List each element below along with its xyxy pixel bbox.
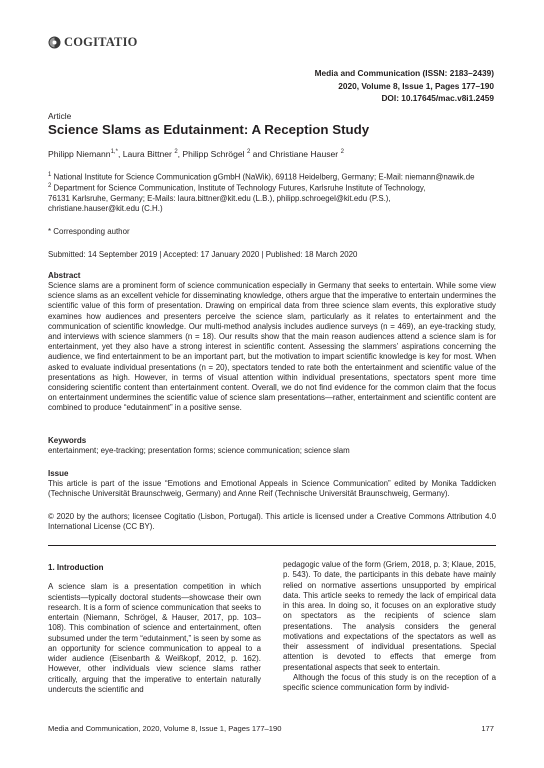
intro-paragraph-1-continued: pedagogic value of the form (Griem, 2018, p. 3; Klaue, 2015, p. 543). To date, the participants in this debate have mainly relied on normative assertions unsupported by empirical data. This article seeks to remedy the lack of empirical data in this area. In doing so, it focuses on an explorative study on spectators as the recipients of science slam presentations. The analysis considers the general motivations and expectations of the spectators as well as their assessment of individual presentations. Special attention is devoted to effects that emerge from presentational aspects that seek to entertain. xyxy=(283,560,496,672)
cogitatio-logo-icon xyxy=(48,36,61,49)
author-niemann: Philipp Niemann xyxy=(48,149,111,159)
intro-paragraph-2: Although the focus of this study is on the reception of a specific science communication form by individ- xyxy=(283,672,496,692)
footer-citation: Media and Communication, 2020, Volume 8, Issue 1, Pages 177–190 xyxy=(48,724,282,733)
issue-heading: Issue xyxy=(48,469,69,478)
keywords-text: entertainment; eye-tracking; presentation forms; science communication; science slam xyxy=(48,446,350,455)
abstract-text: Science slams are a prominent form of science communication especially in Germany that seeks to entertain. While some view science slams as an excellent vehicle for disseminating knowledge, others argue that the imperative to entertain undermines the scientific value of this form of presentation. Drawing on empirical data from three science slam events, this explorative study examines how audiences and presenters perceive the science slam, particularly as it relates to entertainment and the communication of scientific knowledge. Our multi-method analysis includes audience surveys (n = 469), an eye-tracking study, and interviews with science slammers (n = 18). Our results show that the main reason audiences attend a science slam is for entertainment, yet they also have a strong interest in scientific content. Assessing the slammers’ aspirations concerning the audience, we find entertainment to be an important part, but the motivation to impart scientific knowledge is key for most. When asked to evaluate individual presentations (n = 20), spectators tended to rate both the entertainment and scientific value of the presentations as high. However, in terms of visual attention within individual presentations, spectators spent more time considering scientific content than entertainment content. Overall, we do not find evidence for the common claim that the focus on entertainment undermines the scientific value of science slam presentations—rather, entertainment and scientific content are combined to produce “edutainment” in a positive sense. xyxy=(48,281,496,413)
publisher-logo xyxy=(48,34,138,50)
article-type: Article xyxy=(48,111,72,121)
abstract-heading: Abstract xyxy=(48,271,81,280)
article-title: Science Slams as Edutainment: A Reception Study xyxy=(48,122,370,137)
author-bittner: , Laura Bittner xyxy=(117,149,172,159)
author-schroegel: , Philipp Schrögel xyxy=(177,149,245,159)
publication-dates: Submitted: 14 September 2019 | Accepted: 17 January 2020 | Published: 18 March 2020 xyxy=(48,250,358,259)
author-hauser: and Christiane Hauser xyxy=(250,149,339,159)
publisher-name: COGITATIO xyxy=(64,34,138,49)
right-column xyxy=(283,560,496,693)
license-text: © 2020 by the authors; licensee Cogitatio (Lisbon, Portugal). This article is licensed under a Creative Commons Attribution 4.0 International License (CC BY). xyxy=(48,512,496,532)
affiliation-2: $^2$ Department for Science Communication, Institute of Technology Futures, Karlsruhe Institute of Technology, 76131 Karlsruhe, Germany; E-Mails: laura.bittner@kit.edu (L.B.), philipp.schroegel@kit.edu (P.S.), christiane.hauser@kit.edu (C.H.) xyxy=(48,183,426,214)
intro-paragraph-1: A science slam is a presentation competition in which scientists—typically doctoral students—showcase their own research. It is a form of science communication that seeks to entertain (Niemann, Schrögel, & Hauser, 2017, pp. 103–108). This combination of science and entertainment, often subsumed under the term “edutainment,” is seen by some as an opportunity for science communication to appeal to a wider audience (Eisenbarth & Weißkopf, 2012, p. 162). However, other individuals view science slams rather critically, arguing that the imperative to entertain naturally undercuts the scientific and xyxy=(48,582,261,694)
introduction-heading: 1. Introduction xyxy=(48,563,104,572)
affiliation-1: $^1$ National Institute for Science Communication gGmbH (NaWik), 69118 Heidelberg, Germany; E-Mail: niemann@nawik.de xyxy=(48,172,475,182)
corresponding-author-note: * Corresponding author xyxy=(48,227,130,236)
journal-issn: Media and Communication (ISSN: 2183–2439) xyxy=(314,68,494,78)
issue-text: This article is part of the issue “Emotions and Emotional Appeals in Science Communication” edited by Monika Taddicken (Technische Universität Braunschweig, Germany) and Anne Reif (Technische Universität Braunschweig, Germany). xyxy=(48,479,496,499)
left-column xyxy=(48,563,261,695)
journal-info xyxy=(315,67,494,105)
journal-doi[interactable]: DOI: 10.17645/mac.v8i1.2459 xyxy=(381,93,494,103)
journal-volume: 2020, Volume 8, Issue 1, Pages 177–190 xyxy=(338,80,494,91)
keywords-heading: Keywords xyxy=(48,436,87,445)
author-list: Philipp Niemann$^{1,*}$, Laura Bittner $^2$, Philipp Schrögel $^2$ and Christiane Hauser $^2$ xyxy=(48,149,344,159)
section-divider xyxy=(48,545,496,546)
page-number: 177 xyxy=(481,724,494,733)
